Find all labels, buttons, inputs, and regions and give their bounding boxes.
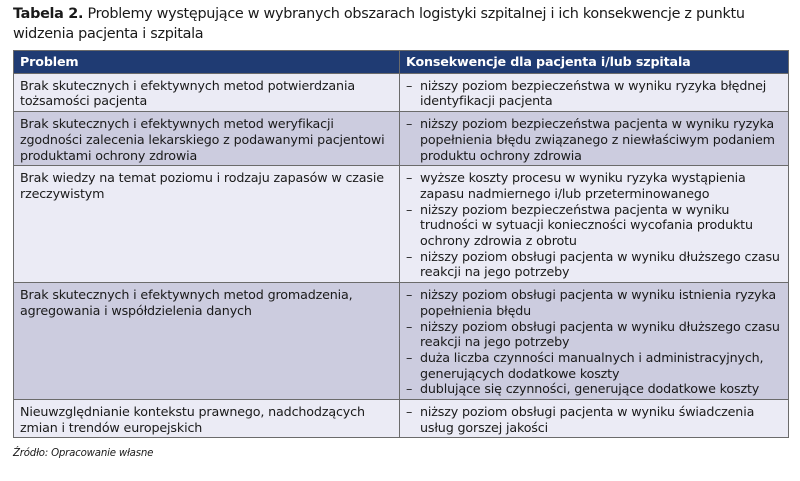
consequence-list xyxy=(406,170,782,280)
consequence-item: – niższy poziom obsługi pacjenta w wyniku świadczenia usług gorszej jakości xyxy=(406,404,782,435)
problem-cell: Brak skutecznych i efektywnych metod weryfikacji zgodności zalecenia lekarskiego z podawanymi pacjentowi produktami ochrony zdrowia xyxy=(14,112,400,166)
header-consequences: Konsekwencje dla pacjenta i/lub szpitala xyxy=(400,51,789,74)
consequence-item: – duża liczba czynności manualnych i administracyjnych, generujących dodatkowe koszty xyxy=(406,350,782,381)
source-note: Źródło: Opracowanie własne xyxy=(13,448,154,460)
table-row xyxy=(14,283,789,400)
consequences-cell xyxy=(400,283,789,400)
table-row xyxy=(14,112,789,166)
consequences-cell xyxy=(400,400,789,438)
caption-label: Tabela 2. xyxy=(13,6,84,22)
consequences-cell xyxy=(400,166,789,283)
consequences-cell xyxy=(400,112,789,166)
problem-cell: Nieuwzględnianie kontekstu prawnego, nadchodzących zmian i trendów europejskich xyxy=(14,400,400,438)
consequence-item: – wyższe koszty procesu w wyniku ryzyka wystąpienia zapasu nadmiernego i/lub przeterminowanego xyxy=(406,170,782,201)
header-problem: Problem xyxy=(14,51,400,74)
table-row xyxy=(14,400,789,438)
table-row xyxy=(14,73,789,111)
consequence-list xyxy=(406,287,782,397)
consequence-item: – niższy poziom obsługi pacjenta w wyniku istnienia ryzyka popełnienia błędu xyxy=(406,287,782,318)
consequence-item: – niższy poziom obsługi pacjenta w wyniku dłuższego czasu reakcji na jego potrzeby xyxy=(406,319,782,350)
consequence-item: – niższy poziom obsługi pacjenta w wyniku dłuższego czasu reakcji na jego potrzeby xyxy=(406,249,782,280)
problem-cell: Brak wiedzy na temat poziomu i rodzaju zapasów w czasie rzeczywistym xyxy=(14,166,400,283)
caption-text: Problemy występujące w wybranych obszarach logistyki szpitalnej i ich konsekwencje z punktu widzenia pacjenta i szpitala xyxy=(13,6,745,42)
table-caption xyxy=(13,4,793,44)
consequence-list xyxy=(406,116,782,163)
consequence-list xyxy=(406,78,782,109)
consequence-item: – niższy poziom bezpieczeństwa pacjenta w wyniku trudności w sytuacji konieczności wycofania produktu ochrony zdrowia z obrotu xyxy=(406,202,782,249)
problems-table xyxy=(13,50,789,438)
table-row xyxy=(14,166,789,283)
problem-cell: Brak skutecznych i efektywnych metod potwierdzania tożsamości pacjenta xyxy=(14,73,400,111)
consequence-item: – niższy poziom bezpieczeństwa pacjenta w wyniku ryzyka popełnienia błędu związanego z niewłaściwym podaniem produktu ochrony zdrowia xyxy=(406,116,782,163)
consequence-item: – niższy poziom bezpieczeństwa w wyniku ryzyka błędnej identyfikacji pacjenta xyxy=(406,78,782,109)
consequence-list xyxy=(406,404,782,435)
consequence-item: – dublujące się czynności, generujące dodatkowe koszty xyxy=(406,381,782,397)
table-header-row xyxy=(14,51,789,74)
consequences-cell xyxy=(400,73,789,111)
problem-cell: Brak skutecznych i efektywnych metod gromadzenia, agregowania i współdzielenia danych xyxy=(14,283,400,400)
